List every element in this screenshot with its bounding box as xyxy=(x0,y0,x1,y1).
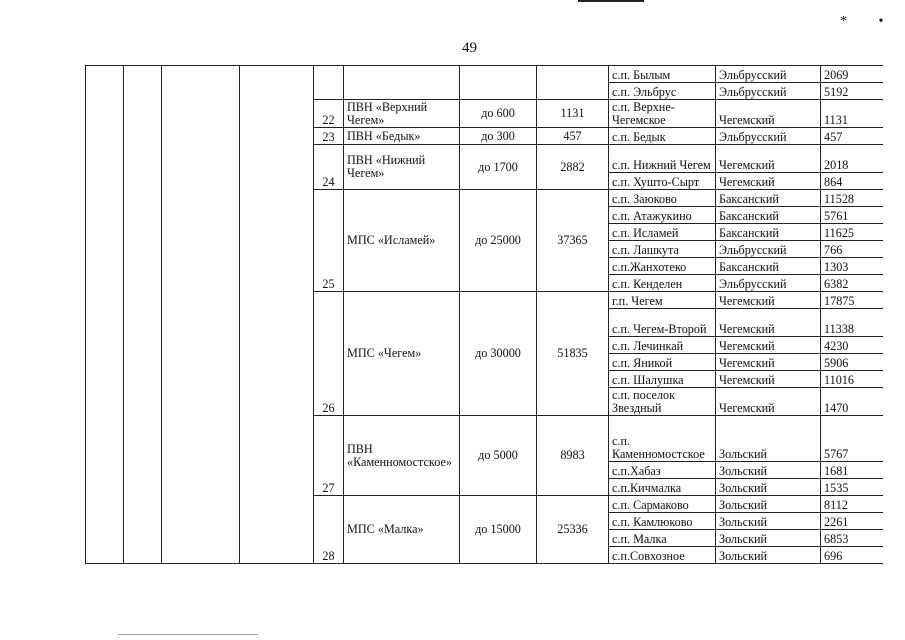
table-body xyxy=(86,66,883,564)
total-population: 457 xyxy=(537,128,609,145)
object-name: ПВН «Бедык» xyxy=(344,128,460,145)
settlement-name: г.п. Чегем xyxy=(609,292,716,309)
population: 766 xyxy=(821,241,883,258)
district-name: Баксанский xyxy=(716,207,821,224)
row-number: 23 xyxy=(314,128,344,145)
total-population xyxy=(537,66,609,100)
district-name: Эльбрусский xyxy=(716,241,821,258)
row-number: 24 xyxy=(314,145,344,190)
table-row xyxy=(86,66,883,83)
object-name xyxy=(344,66,460,100)
row-number: 25 xyxy=(314,190,344,292)
district-name: Чегемский xyxy=(716,173,821,190)
total-population: 8983 xyxy=(537,416,609,496)
top-rule xyxy=(578,0,644,2)
district-name: Эльбрусский xyxy=(716,128,821,145)
district-name: Эльбрусский xyxy=(716,66,821,83)
settlement-name: с.п. Нижний Чегем xyxy=(609,145,716,173)
capacity: до 25000 xyxy=(460,190,537,292)
object-name: МПС «Чегем» xyxy=(344,292,460,416)
population: 11338 xyxy=(821,309,883,337)
row-number: 26 xyxy=(314,292,344,416)
settlement-name: с.п. Хушто-Сырт xyxy=(609,173,716,190)
population: 4230 xyxy=(821,337,883,354)
blank-cell xyxy=(162,66,240,564)
total-population: 37365 xyxy=(537,190,609,292)
district-name: Зольский xyxy=(716,462,821,479)
settlement-name: с.п. Былым xyxy=(609,66,716,83)
population: 2018 xyxy=(821,145,883,173)
object-name: ПВН «Каменномостское» xyxy=(344,416,460,496)
district-name: Эльбрусский xyxy=(716,83,821,100)
population: 1535 xyxy=(821,479,883,496)
total-population: 51835 xyxy=(537,292,609,416)
population: 696 xyxy=(821,547,883,564)
population: 1470 xyxy=(821,388,883,416)
blank-cell xyxy=(240,66,314,564)
total-population: 2882 xyxy=(537,145,609,190)
capacity: до 300 xyxy=(460,128,537,145)
district-name: Чегемский xyxy=(716,337,821,354)
population: 457 xyxy=(821,128,883,145)
settlement-name: с.п. поселок Звездный xyxy=(609,388,716,416)
population: 11625 xyxy=(821,224,883,241)
district-name: Зольский xyxy=(716,479,821,496)
population: 5192 xyxy=(821,83,883,100)
total-population: 1131 xyxy=(537,100,609,128)
district-name: Зольский xyxy=(716,496,821,513)
district-name: Баксанский xyxy=(716,258,821,275)
settlement-name: с.п.Кичмалка xyxy=(609,479,716,496)
settlement-name: с.п. Исламей xyxy=(609,224,716,241)
settlement-name: с.п. Эльбрус xyxy=(609,83,716,100)
blank-cell xyxy=(124,66,162,564)
settlement-name: с.п.Хабаз xyxy=(609,462,716,479)
district-name: Чегемский xyxy=(716,100,821,128)
settlement-name: с.п. Лашкута xyxy=(609,241,716,258)
population: 11016 xyxy=(821,371,883,388)
object-name: МПС «Малка» xyxy=(344,496,460,564)
district-name: Чегемский xyxy=(716,292,821,309)
district-name: Баксанский xyxy=(716,224,821,241)
row-number xyxy=(314,66,344,100)
settlement-name: с.п. Камлюково xyxy=(609,513,716,530)
population: 5761 xyxy=(821,207,883,224)
district-name: Зольский xyxy=(716,416,821,462)
capacity: до 5000 xyxy=(460,416,537,496)
capacity: до 600 xyxy=(460,100,537,128)
settlement-name: с.п.Совхозное xyxy=(609,547,716,564)
population: 2261 xyxy=(821,513,883,530)
district-name: Чегемский xyxy=(716,371,821,388)
blank-cell xyxy=(86,66,124,564)
settlements-table xyxy=(85,65,883,564)
settlement-name: с.п. Лечинкай xyxy=(609,337,716,354)
population: 864 xyxy=(821,173,883,190)
object-name: ПВН «Верхний Чегем» xyxy=(344,100,460,128)
settlement-name: с.п. Атажукино xyxy=(609,207,716,224)
capacity: до 1700 xyxy=(460,145,537,190)
population: 6853 xyxy=(821,530,883,547)
row-number: 28 xyxy=(314,496,344,564)
population: 6382 xyxy=(821,275,883,292)
row-number: 22 xyxy=(314,100,344,128)
footer-rule xyxy=(118,634,258,635)
district-name: Зольский xyxy=(716,530,821,547)
population: 5767 xyxy=(821,416,883,462)
population: 11528 xyxy=(821,190,883,207)
settlement-name: с.п. Каменномостское xyxy=(609,416,716,462)
district-name: Чегемский xyxy=(716,388,821,416)
population: 8112 xyxy=(821,496,883,513)
settlement-name: с.п. Малка xyxy=(609,530,716,547)
settlement-name: с.п. Заюково xyxy=(609,190,716,207)
settlement-name: с.п. Верхне-Чегемское xyxy=(609,100,716,128)
settlement-name: с.п. Яникой xyxy=(609,354,716,371)
object-name: ПВН «Нижний Чегем» xyxy=(344,145,460,190)
district-name: Зольский xyxy=(716,513,821,530)
district-name: Эльбрусский xyxy=(716,275,821,292)
district-name: Зольский xyxy=(716,547,821,564)
header-marks: * • xyxy=(840,14,898,29)
district-name: Баксанский xyxy=(716,190,821,207)
population: 17875 xyxy=(821,292,883,309)
population: 5906 xyxy=(821,354,883,371)
settlement-name: с.п. Сармаково xyxy=(609,496,716,513)
capacity: до 30000 xyxy=(460,292,537,416)
settlement-name: с.п. Шалушка xyxy=(609,371,716,388)
total-population: 25336 xyxy=(537,496,609,564)
capacity xyxy=(460,66,537,100)
settlement-name: с.п. Бедык xyxy=(609,128,716,145)
settlement-name: с.п. Кенделен xyxy=(609,275,716,292)
population: 1303 xyxy=(821,258,883,275)
object-name: МПС «Исламей» xyxy=(344,190,460,292)
population: 1681 xyxy=(821,462,883,479)
settlement-name: с.п. Чегем-Второй xyxy=(609,309,716,337)
settlement-name: с.п.Жанхотеко xyxy=(609,258,716,275)
population: 2069 xyxy=(821,66,883,83)
row-number: 27 xyxy=(314,416,344,496)
district-name: Чегемский xyxy=(716,354,821,371)
page-number: 49 xyxy=(462,40,477,56)
population: 1131 xyxy=(821,100,883,128)
district-name: Чегемский xyxy=(716,145,821,173)
district-name: Чегемский xyxy=(716,309,821,337)
capacity: до 15000 xyxy=(460,496,537,564)
